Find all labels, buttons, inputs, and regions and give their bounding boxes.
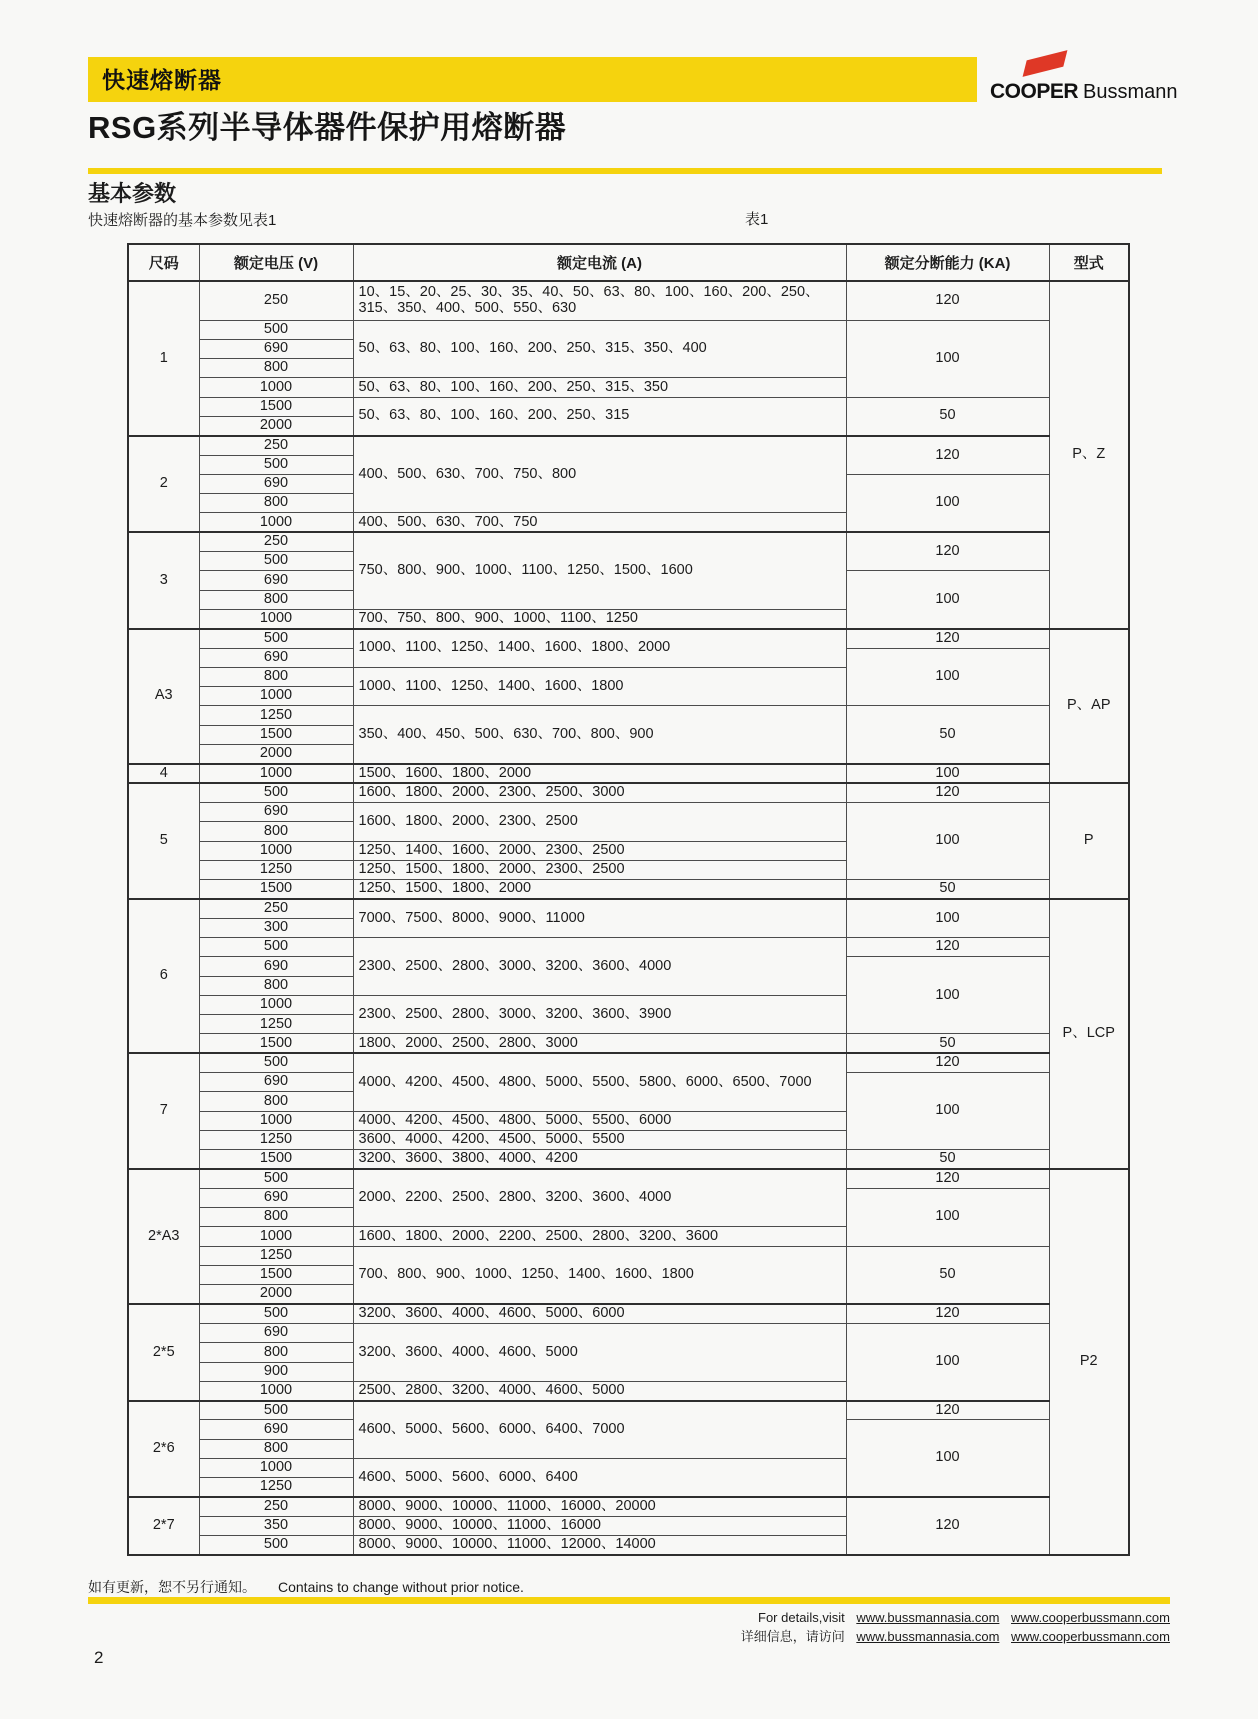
category-label: 快速熔断器 bbox=[102, 67, 222, 93]
voltage-cell: 690 bbox=[199, 474, 353, 493]
voltage-cell: 690 bbox=[199, 571, 353, 590]
type-cell: P2 bbox=[1049, 1169, 1129, 1555]
ka-cell: 120 bbox=[846, 1304, 1049, 1323]
voltage-cell: 500 bbox=[199, 552, 353, 571]
voltage-cell: 690 bbox=[199, 1323, 353, 1342]
ka-cell: 100 bbox=[846, 474, 1049, 532]
voltage-cell: 1500 bbox=[199, 1150, 353, 1169]
table-row bbox=[128, 899, 1129, 918]
table-row bbox=[128, 629, 1129, 648]
voltage-cell: 690 bbox=[199, 957, 353, 976]
current-cell: 2300、2500、2800、3000、3200、3600、3900 bbox=[353, 995, 846, 1034]
parameters-table bbox=[127, 243, 1130, 1556]
voltage-cell: 2000 bbox=[199, 745, 353, 764]
table-row bbox=[128, 1169, 1129, 1188]
size-cell: 2*6 bbox=[128, 1401, 199, 1497]
current-cell: 4000、4200、4500、4800、5000、5500、5800、6000、6500、7000 bbox=[353, 1053, 846, 1111]
voltage-cell: 1250 bbox=[199, 1130, 353, 1149]
current-cell: 1500、1600、1800、2000 bbox=[353, 764, 846, 783]
voltage-cell: 250 bbox=[199, 899, 353, 918]
current-cell: 7000、7500、8000、9000、11000 bbox=[353, 899, 846, 938]
voltage-cell: 1250 bbox=[199, 1015, 353, 1034]
ka-cell: 120 bbox=[846, 1053, 1049, 1072]
voltage-cell: 2000 bbox=[199, 1285, 353, 1304]
voltage-cell: 1000 bbox=[199, 1111, 353, 1130]
table-row bbox=[128, 802, 1129, 821]
table-row bbox=[128, 397, 1129, 416]
header-type: 型式 bbox=[1049, 244, 1129, 281]
voltage-cell: 1000 bbox=[199, 1459, 353, 1478]
size-cell: 6 bbox=[128, 899, 199, 1053]
size-cell: 4 bbox=[128, 764, 199, 783]
voltage-cell: 500 bbox=[199, 455, 353, 474]
ka-cell: 100 bbox=[846, 957, 1049, 1034]
current-cell: 50、63、80、100、160、200、250、315 bbox=[353, 397, 846, 436]
current-cell: 1000、1100、1250、1400、1600、1800、2000 bbox=[353, 629, 846, 668]
voltage-cell: 300 bbox=[199, 918, 353, 937]
footer-links-line2 bbox=[741, 1627, 1170, 1646]
current-cell: 8000、9000、10000、11000、16000 bbox=[353, 1516, 846, 1535]
table-row bbox=[128, 1053, 1129, 1072]
voltage-cell: 1500 bbox=[199, 1266, 353, 1285]
current-cell: 8000、9000、10000、11000、16000、20000 bbox=[353, 1497, 846, 1516]
voltage-cell: 800 bbox=[199, 976, 353, 995]
table-row bbox=[128, 1150, 1129, 1169]
current-cell: 3600、4000、4200、4500、5000、5500 bbox=[353, 1130, 846, 1149]
voltage-cell: 1500 bbox=[199, 397, 353, 416]
ka-cell: 120 bbox=[846, 436, 1049, 475]
current-cell: 10、15、20、25、30、35、40、50、63、80、100、160、200、250、315、350、400、500、550、630 bbox=[353, 281, 846, 320]
current-cell: 750、800、900、1000、1100、1250、1500、1600 bbox=[353, 532, 846, 609]
ka-cell: 50 bbox=[846, 880, 1049, 899]
table-row bbox=[128, 1246, 1129, 1265]
voltage-cell: 1000 bbox=[199, 841, 353, 860]
table-row bbox=[128, 1323, 1129, 1342]
current-cell: 400、500、630、700、750、800 bbox=[353, 436, 846, 513]
bussmannasia-link-zh[interactable]: www.bussmannasia.com bbox=[856, 1629, 1000, 1644]
voltage-cell: 500 bbox=[199, 1169, 353, 1188]
voltage-cell: 250 bbox=[199, 1497, 353, 1516]
logo-brand-text bbox=[990, 80, 1178, 104]
voltage-cell: 500 bbox=[199, 1304, 353, 1323]
voltage-cell: 250 bbox=[199, 281, 353, 320]
voltage-cell: 1000 bbox=[199, 1227, 353, 1246]
voltage-cell: 800 bbox=[199, 1439, 353, 1458]
table-row bbox=[128, 706, 1129, 725]
footer-notice-zh: 如有更新，恕不另行通知。 bbox=[88, 1579, 256, 1595]
voltage-cell: 1000 bbox=[199, 378, 353, 397]
logo-cooper: COOPER bbox=[990, 80, 1079, 103]
ka-cell: 100 bbox=[846, 764, 1049, 783]
ka-cell: 120 bbox=[846, 281, 1049, 320]
table-row bbox=[128, 436, 1129, 455]
table-body bbox=[128, 281, 1129, 1555]
voltage-cell: 1500 bbox=[199, 1034, 353, 1053]
voltage-cell: 1000 bbox=[199, 1381, 353, 1400]
current-cell: 2500、2800、3200、4000、4600、5000 bbox=[353, 1381, 846, 1400]
table-row bbox=[128, 1034, 1129, 1053]
ka-cell: 100 bbox=[846, 899, 1049, 938]
footer-links bbox=[741, 1608, 1170, 1646]
current-cell: 1250、1500、1800、2000、2300、2500 bbox=[353, 860, 846, 879]
title-accent-rule bbox=[88, 168, 1162, 174]
type-cell: P bbox=[1049, 783, 1129, 899]
current-cell: 400、500、630、700、750 bbox=[353, 513, 846, 532]
current-cell: 3200、3600、4000、4600、5000、6000 bbox=[353, 1304, 846, 1323]
ka-cell: 120 bbox=[846, 532, 1049, 571]
ka-cell: 50 bbox=[846, 706, 1049, 764]
header-size: 尺码 bbox=[128, 244, 199, 281]
voltage-cell: 1250 bbox=[199, 706, 353, 725]
ka-cell: 100 bbox=[846, 1188, 1049, 1246]
voltage-cell: 800 bbox=[199, 494, 353, 513]
voltage-cell: 1000 bbox=[199, 513, 353, 532]
current-cell: 1000、1100、1250、1400、1600、1800 bbox=[353, 667, 846, 706]
cooperbussmann-link[interactable]: www.cooperbussmann.com bbox=[1011, 1610, 1170, 1625]
voltage-cell: 800 bbox=[199, 1208, 353, 1227]
current-cell: 3200、3600、3800、4000、4200 bbox=[353, 1150, 846, 1169]
voltage-cell: 800 bbox=[199, 359, 353, 378]
current-cell: 350、400、450、500、630、700、800、900 bbox=[353, 706, 846, 764]
logo-bussmann: Bussmann bbox=[1083, 81, 1178, 103]
voltage-cell: 500 bbox=[199, 320, 353, 339]
voltage-cell: 900 bbox=[199, 1362, 353, 1381]
footer-links-line2-prefix: 详细信息，请访问 bbox=[740, 1629, 845, 1644]
size-cell: 3 bbox=[128, 532, 199, 628]
header-rated-voltage: 额定电压 (V) bbox=[199, 244, 353, 281]
voltage-cell: 500 bbox=[199, 1401, 353, 1420]
section-heading: 基本参数 bbox=[88, 181, 177, 206]
size-cell: 1 bbox=[128, 281, 199, 436]
ka-cell: 50 bbox=[846, 397, 1049, 436]
ka-cell: 120 bbox=[846, 629, 1049, 648]
voltage-cell: 1500 bbox=[199, 880, 353, 899]
cooper-bussmann-logo bbox=[990, 54, 1178, 106]
ka-cell: 120 bbox=[846, 938, 1049, 957]
ka-cell: 100 bbox=[846, 1323, 1049, 1400]
table-row bbox=[128, 938, 1129, 957]
table-row bbox=[128, 1401, 1129, 1420]
voltage-cell: 1250 bbox=[199, 860, 353, 879]
voltage-cell: 1000 bbox=[199, 687, 353, 706]
current-cell: 1600、1800、2000、2300、2500、3000 bbox=[353, 783, 846, 802]
bussmannasia-link[interactable]: www.bussmannasia.com bbox=[856, 1610, 1000, 1625]
footer-accent-rule bbox=[88, 1597, 1170, 1604]
page-number: 2 bbox=[94, 1648, 104, 1667]
header-breaking-capacity: 额定分断能力 (KA) bbox=[846, 244, 1049, 281]
ka-cell: 50 bbox=[846, 1246, 1049, 1304]
cooperbussmann-link-zh[interactable]: www.cooperbussmann.com bbox=[1011, 1629, 1170, 1644]
voltage-cell: 690 bbox=[199, 648, 353, 667]
size-cell: 2*7 bbox=[128, 1497, 199, 1555]
footer-notice-en: Contains to change without prior notice. bbox=[278, 1579, 524, 1595]
ka-cell: 100 bbox=[846, 571, 1049, 629]
ka-cell: 100 bbox=[846, 1073, 1049, 1150]
voltage-cell: 800 bbox=[199, 1092, 353, 1111]
ka-cell: 50 bbox=[846, 1034, 1049, 1053]
table-header-row bbox=[128, 244, 1129, 281]
current-cell: 700、800、900、1000、1250、1400、1600、1800 bbox=[353, 1246, 846, 1304]
current-cell: 700、750、800、900、1000、1100、1250 bbox=[353, 609, 846, 628]
voltage-cell: 690 bbox=[199, 339, 353, 358]
voltage-cell: 1250 bbox=[199, 1478, 353, 1497]
table-row bbox=[128, 532, 1129, 551]
current-cell: 3200、3600、4000、4600、5000 bbox=[353, 1323, 846, 1381]
ka-cell: 120 bbox=[846, 1169, 1049, 1188]
voltage-cell: 690 bbox=[199, 1073, 353, 1092]
voltage-cell: 800 bbox=[199, 590, 353, 609]
voltage-cell: 500 bbox=[199, 1536, 353, 1555]
ka-cell: 100 bbox=[846, 1420, 1049, 1497]
current-cell: 1600、1800、2000、2300、2500 bbox=[353, 802, 846, 841]
table-caption: 表1 bbox=[745, 211, 769, 228]
type-cell: P、AP bbox=[1049, 629, 1129, 783]
table-row bbox=[128, 1497, 1129, 1516]
current-cell: 4000、4200、4500、4800、5000、5500、6000 bbox=[353, 1111, 846, 1130]
footer-links-line1 bbox=[741, 1608, 1170, 1627]
current-cell: 1800、2000、2500、2800、3000 bbox=[353, 1034, 846, 1053]
table-row bbox=[128, 1304, 1129, 1323]
table-row bbox=[128, 783, 1129, 802]
current-cell: 1250、1500、1800、2000 bbox=[353, 880, 846, 899]
current-cell: 2000、2200、2500、2800、3200、3600、4000 bbox=[353, 1169, 846, 1227]
footer-links-line1-prefix: For details,visit bbox=[758, 1610, 845, 1625]
current-cell: 50、63、80、100、160、200、250、315、350、400 bbox=[353, 320, 846, 378]
page-title: RSG系列半导体器件保护用熔断器 bbox=[88, 110, 567, 145]
voltage-cell: 800 bbox=[199, 1343, 353, 1362]
size-cell: 2 bbox=[128, 436, 199, 532]
logo-flag-icon bbox=[1023, 50, 1068, 77]
table-row bbox=[128, 281, 1129, 320]
voltage-cell: 250 bbox=[199, 532, 353, 551]
size-cell: 7 bbox=[128, 1053, 199, 1169]
current-cell: 8000、9000、10000、11000、12000、14000 bbox=[353, 1536, 846, 1555]
voltage-cell: 1000 bbox=[199, 995, 353, 1014]
voltage-cell: 500 bbox=[199, 938, 353, 957]
size-cell: A3 bbox=[128, 629, 199, 764]
footer-notice bbox=[88, 1577, 524, 1597]
table-row bbox=[128, 764, 1129, 783]
intro-text: 快速熔断器的基本参数见表1 bbox=[88, 212, 277, 229]
voltage-cell: 800 bbox=[199, 667, 353, 686]
parameters-table-wrap bbox=[127, 243, 1130, 1556]
current-cell: 4600、5000、5600、6000、6400 bbox=[353, 1459, 846, 1498]
type-cell: P、Z bbox=[1049, 281, 1129, 629]
size-cell: 2*A3 bbox=[128, 1169, 199, 1304]
voltage-cell: 690 bbox=[199, 802, 353, 821]
voltage-cell: 1500 bbox=[199, 725, 353, 744]
voltage-cell: 2000 bbox=[199, 416, 353, 435]
ka-cell: 120 bbox=[846, 1497, 1049, 1555]
current-cell: 1600、1800、2000、2200、2500、2800、3200、3600 bbox=[353, 1227, 846, 1246]
header-rated-current: 额定电流 (A) bbox=[353, 244, 846, 281]
ka-cell: 100 bbox=[846, 648, 1049, 706]
voltage-cell: 500 bbox=[199, 1053, 353, 1072]
voltage-cell: 1250 bbox=[199, 1246, 353, 1265]
size-cell: 2*5 bbox=[128, 1304, 199, 1400]
voltage-cell: 500 bbox=[199, 629, 353, 648]
voltage-cell: 250 bbox=[199, 436, 353, 455]
table-row bbox=[128, 320, 1129, 339]
voltage-cell: 1000 bbox=[199, 764, 353, 783]
voltage-cell: 350 bbox=[199, 1516, 353, 1535]
ka-cell: 100 bbox=[846, 320, 1049, 397]
voltage-cell: 800 bbox=[199, 822, 353, 841]
ka-cell: 100 bbox=[846, 802, 1049, 879]
current-cell: 1250、1400、1600、2000、2300、2500 bbox=[353, 841, 846, 860]
category-header-bar bbox=[88, 57, 977, 102]
ka-cell: 120 bbox=[846, 783, 1049, 802]
size-cell: 5 bbox=[128, 783, 199, 899]
type-cell: P、LCP bbox=[1049, 899, 1129, 1169]
current-cell: 50、63、80、100、160、200、250、315、350 bbox=[353, 378, 846, 397]
voltage-cell: 690 bbox=[199, 1188, 353, 1207]
voltage-cell: 500 bbox=[199, 783, 353, 802]
voltage-cell: 1000 bbox=[199, 609, 353, 628]
table-row bbox=[128, 880, 1129, 899]
current-cell: 4600、5000、5600、6000、6400、7000 bbox=[353, 1401, 846, 1459]
ka-cell: 50 bbox=[846, 1150, 1049, 1169]
ka-cell: 120 bbox=[846, 1401, 1049, 1420]
current-cell: 2300、2500、2800、3000、3200、3600、4000 bbox=[353, 938, 846, 996]
voltage-cell: 690 bbox=[199, 1420, 353, 1439]
